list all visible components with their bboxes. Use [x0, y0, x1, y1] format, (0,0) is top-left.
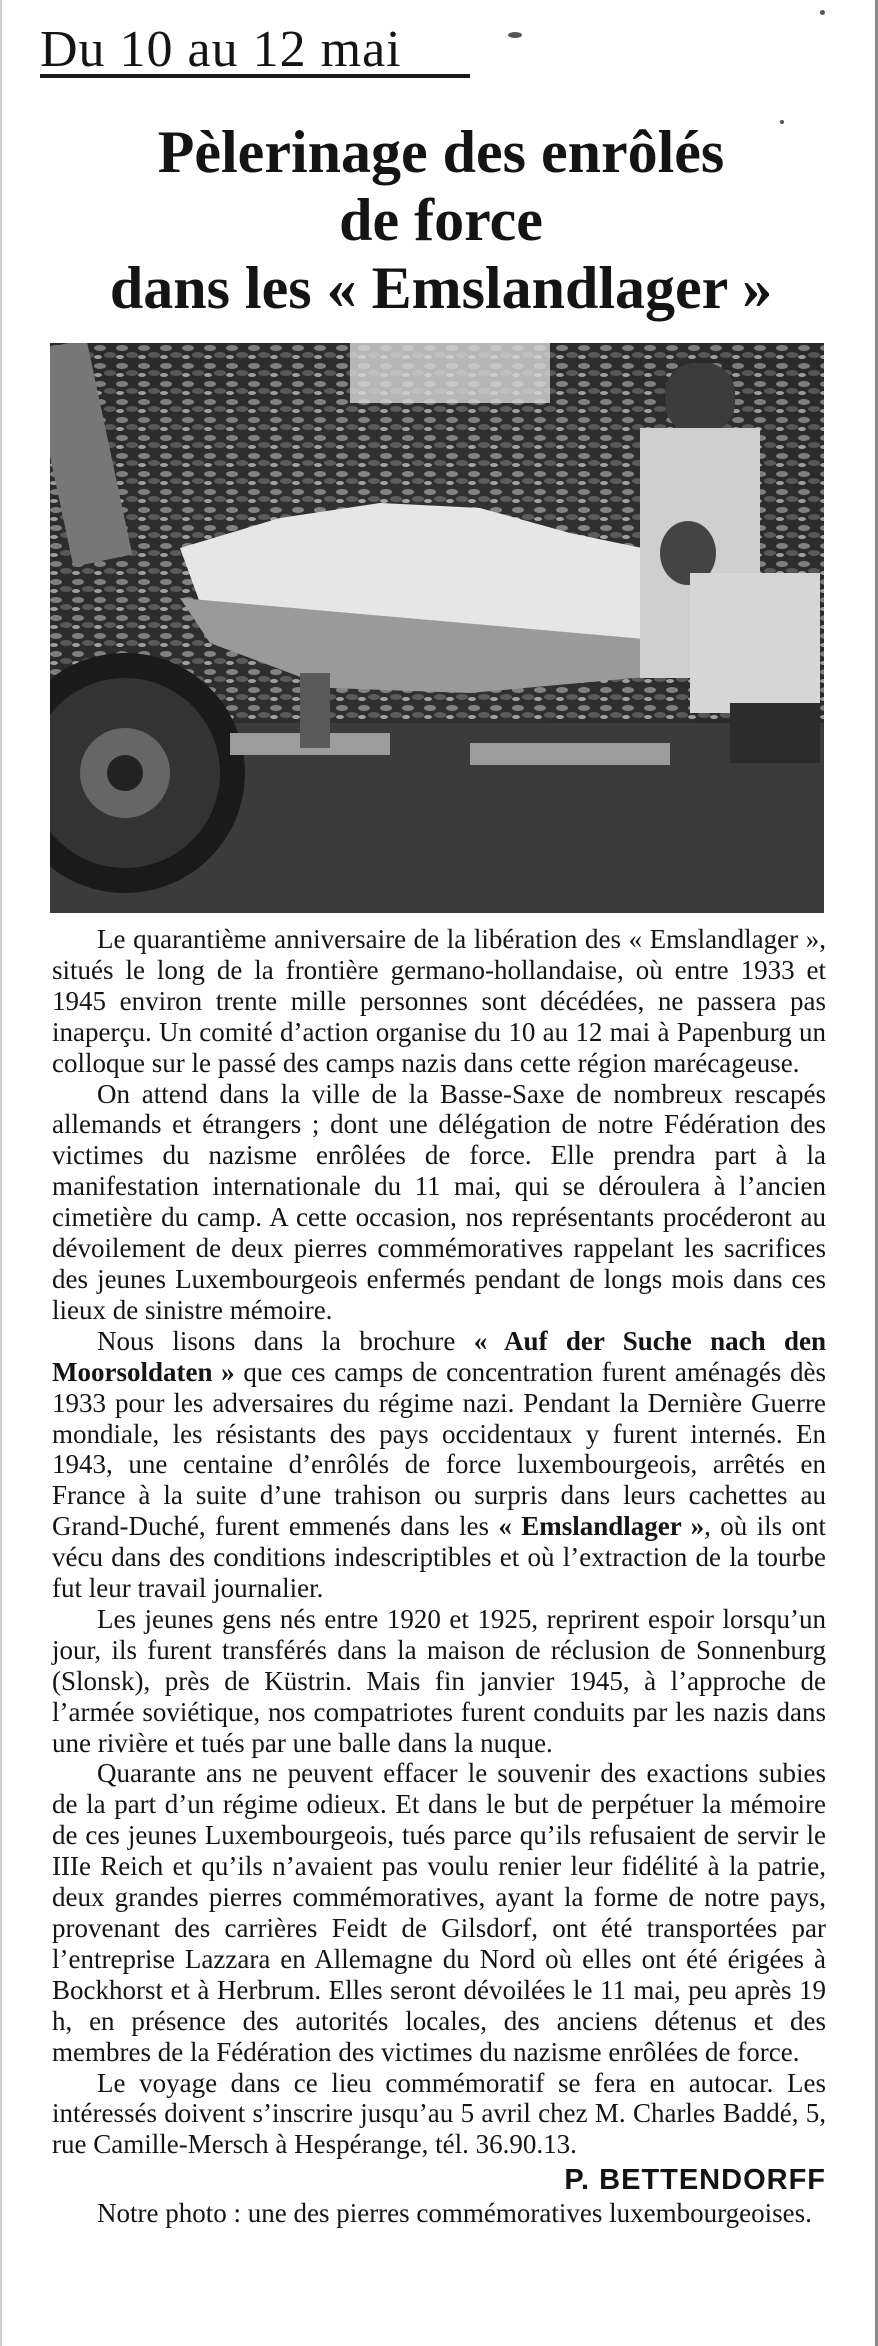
date-rubric-text: Du 10 au 12 mai [40, 21, 402, 78]
article-paragraph-4: Les jeunes gens nés entre 1920 et 1925, reprirent espoir lorsqu’un jour, ils furent transférés dans la maison de réclusion de Sonnenburg (Slonsk), près de Küstrin. Mais fin janvier 1945, à l’approche de l’armée soviétique, nos compatriotes furent conduits par les nazis dans une rivière et tués par une balle dans la nuque. [52, 1603, 826, 1758]
p3-text-e: , où ils ont vécu dans des conditions indescriptibles et où l’extraction de la tourbe fut leur travail journalier. [52, 1511, 826, 1604]
photo-stone-memorial-icon [50, 343, 824, 913]
p3-text-a: Nous lisons dans la brochure [97, 1325, 474, 1356]
print-speck [508, 32, 522, 38]
article-paragraph-3 [52, 1326, 826, 1604]
article-paragraph-2: On attend dans la ville de la Basse-Saxe de nombreux rescapés allemands et étrangers ; dont une délégation de notre Fédération des victimes du nazisme enrôlées de force. Elle prendra part à la manifestation internationale du 11 mai, qui se déroulera à l’ancien cimetière du camp. A cette occasion, nos représentants procéderont au dévoilement de deux pierres commémoratives rappelant les sacrifices des jeunes Luxembourgeois enfermés pendant de longs mois dans ces lieux de sinistre mémoire. [52, 1078, 826, 1325]
headline-line-1: Pèlerinage des enrôlés [157, 119, 725, 185]
headline-line-3: dans les « Emslandlager » [109, 255, 773, 321]
print-speck [820, 10, 825, 15]
author-signature: P. BETTENDORFF [564, 2164, 826, 2197]
brochure-title: « Auf der Suche nach den Moorsoldaten » [52, 1325, 827, 1387]
photo-caption: Notre photo : une des pierres commémoratives luxembourgeoises. [97, 2198, 812, 2229]
date-rubric [40, 22, 470, 78]
headline [32, 118, 850, 322]
p3-text-c: que ces camps de concentration furent aménagés dès 1933 pour les adversaires du régime nazi. Pendant la Dernière Guerre mondiale, les résistants des pays occidentaux y furent internés. En 1943, une centaine d’enrôlés de force luxembourgeois, arrêtés en France à la suite d’une trahison ou surpris dans leurs cachettes au Grand-Duché, furent emmenés dans les [52, 1356, 826, 1542]
article-body [52, 924, 826, 2229]
article-paragraph-5: Quarante ans ne peuvent effacer le souvenir des exactions subies de la part d’un régime odieux. Et dans le but de perpétuer la mémoire de ces jeunes Luxembourgeois, tués parce qu’ils refusaient de servir le IIIe Reich et qu’ils n’avaient pas voulu renier leur fidélité à la patrie, deux grandes pierres commémoratives, ayant la forme de notre pays, provenant des carrières Feidt de Gilsdorf, ont été transportées par l’entreprise Lazzara en Allemagne du Nord où elles ont été érigées à Bockhorst et à Herbrum. Elles seront dévoilées le 11 mai, peu après 19 h, en présence des autorités locales, des anciens détenus et des membres de la Fédération des victimes du nazisme enrôlées de force. [52, 1758, 826, 2067]
print-speck [780, 120, 784, 124]
headline-line-2: de force [339, 187, 543, 253]
emslandlager-term: « Emslandlager » [498, 1511, 705, 1542]
article-paragraph-1: Le quarantième anniversaire de la libération des « Emslandlager », situés le long de la frontière germano-hollandaise, où entre 1933 et 1945 environ trente mille personnes sont décédées, ne passera pas inaperçu. Un comité d’action organise du 10 au 12 mai à Papenburg un colloque sur le passé des camps nazis dans cette région marécageuse. [52, 924, 826, 1078]
article-photo [50, 343, 824, 913]
article-paragraph-6: Le voyage dans ce lieu commémoratif se fera en autocar. Les intéressés doivent s’inscrire jusqu’au 5 avril chez M. Charles Baddé, 5, rue Camille-Mersch à Hespérange, tél. 36.90.13. [52, 2067, 826, 2160]
